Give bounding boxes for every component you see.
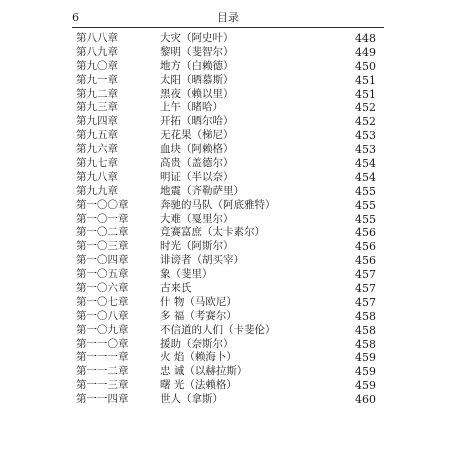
page-ref: 459 bbox=[355, 379, 376, 393]
page-ref: 456 bbox=[355, 254, 376, 268]
page-ref: 459 bbox=[355, 365, 376, 379]
chapter-number: 第九四章 bbox=[76, 115, 118, 128]
page-ref: 456 bbox=[355, 226, 376, 240]
chapter-title: 不信道的人们（卡斐伦） bbox=[160, 323, 276, 336]
page-ref: 453 bbox=[355, 143, 376, 157]
chapter-title: 什 物（马欧尼） bbox=[160, 295, 237, 308]
chapter-number: 第一〇三章 bbox=[76, 240, 129, 253]
page-ref: 458 bbox=[355, 309, 376, 323]
chapter-number: 第八九章 bbox=[76, 45, 118, 58]
chapter-number: 第一〇一章 bbox=[76, 212, 129, 225]
toc-entry bbox=[76, 171, 376, 185]
page-ref: 454 bbox=[355, 157, 376, 171]
toc-entry bbox=[76, 268, 376, 282]
chapter-title: 援助（奈斯尔） bbox=[160, 337, 234, 350]
chapter-title: 无花果（梯尼） bbox=[160, 129, 234, 142]
page-ref: 455 bbox=[355, 184, 376, 198]
chapter-title: 高贵（盖德尔） bbox=[160, 157, 234, 170]
chapter-number: 第一一三章 bbox=[76, 379, 129, 392]
toc-entry bbox=[76, 226, 376, 240]
toc-entry bbox=[76, 185, 376, 199]
chapter-number: 第九二章 bbox=[76, 87, 118, 100]
chapter-title: 上午（睹哈） bbox=[160, 101, 223, 114]
chapter-number: 第一〇四章 bbox=[76, 254, 129, 267]
chapter-title: 地震（齐勒萨里） bbox=[160, 184, 244, 197]
toc-entry bbox=[76, 282, 376, 296]
chapter-number: 第一〇六章 bbox=[76, 282, 129, 295]
toc-entry bbox=[76, 240, 376, 254]
toc-entry bbox=[76, 379, 376, 393]
toc-entry bbox=[76, 351, 376, 365]
page-ref: 451 bbox=[355, 73, 376, 87]
toc-entry bbox=[76, 143, 376, 157]
chapter-title: 大灾（阿史叶） bbox=[160, 32, 234, 44]
chapter-number: 第九一章 bbox=[76, 73, 118, 86]
chapter-number: 第九六章 bbox=[76, 143, 118, 156]
chapter-number: 第九九章 bbox=[76, 184, 118, 197]
chapter-number: 第一〇二章 bbox=[76, 226, 129, 239]
chapter-title: 诽谤者（胡买宰） bbox=[160, 254, 244, 267]
chapter-number: 第一一四章 bbox=[76, 393, 129, 406]
chapter-number: 第一〇〇章 bbox=[76, 198, 129, 211]
toc-entry bbox=[76, 32, 376, 46]
toc-entry bbox=[76, 296, 376, 310]
chapter-number: 第九八章 bbox=[76, 170, 118, 183]
chapter-number: 第九〇章 bbox=[76, 59, 118, 72]
page-ref: 459 bbox=[355, 351, 376, 365]
chapter-number: 第一一〇章 bbox=[76, 337, 129, 350]
page-ref: 448 bbox=[355, 32, 376, 45]
chapter-number: 第九七章 bbox=[76, 157, 118, 170]
toc-entry bbox=[76, 310, 376, 324]
toc-entry bbox=[76, 393, 376, 407]
toc-entry bbox=[76, 199, 376, 213]
toc-entry bbox=[76, 157, 376, 171]
page-ref: 455 bbox=[355, 198, 376, 212]
header-rule bbox=[72, 27, 384, 28]
page-ref: 460 bbox=[355, 393, 376, 407]
page-ref: 450 bbox=[355, 59, 376, 73]
running-header bbox=[72, 10, 384, 26]
running-title: 目录 bbox=[217, 11, 239, 24]
page-ref: 456 bbox=[355, 240, 376, 254]
chapter-number: 第一〇九章 bbox=[76, 323, 129, 336]
page-ref: 458 bbox=[355, 323, 376, 337]
chapter-title: 曙 光（法赖格） bbox=[160, 379, 237, 392]
chapter-number: 第八八章 bbox=[76, 32, 118, 44]
page-ref: 452 bbox=[355, 115, 376, 129]
toc-entry bbox=[76, 74, 376, 88]
page-ref: 455 bbox=[355, 212, 376, 226]
chapter-title: 象（斐里） bbox=[160, 268, 213, 281]
toc-entry bbox=[76, 115, 376, 129]
chapter-number: 第一〇五章 bbox=[76, 268, 129, 281]
toc-entry bbox=[76, 60, 376, 74]
toc-entry bbox=[76, 254, 376, 268]
chapter-title: 血块（阿赖格） bbox=[160, 143, 234, 156]
chapter-number: 第一一二章 bbox=[76, 365, 129, 378]
page-ref: 458 bbox=[355, 337, 376, 351]
chapter-title: 奔驰的马队（阿底雅特） bbox=[160, 198, 276, 211]
page-ref: 457 bbox=[355, 282, 376, 296]
page-ref: 454 bbox=[355, 170, 376, 184]
page-ref: 449 bbox=[355, 45, 376, 59]
toc-entry bbox=[76, 213, 376, 227]
toc-entry bbox=[76, 365, 376, 379]
table-of-contents bbox=[76, 32, 376, 407]
chapter-number: 第一一一章 bbox=[76, 351, 129, 364]
chapter-title: 开拓（晒尔哈） bbox=[160, 115, 234, 128]
toc-entry bbox=[76, 324, 376, 338]
chapter-title: 火 焰（赖海卜） bbox=[160, 351, 237, 364]
chapter-title: 明证（半以奈） bbox=[160, 170, 234, 183]
toc-entry bbox=[76, 88, 376, 102]
chapter-title: 竞赛富庶（太卡素尔） bbox=[160, 226, 265, 239]
chapter-title: 黎明（斐智尔） bbox=[160, 45, 234, 58]
chapter-title: 多 福（考赛尔） bbox=[160, 309, 237, 322]
page-ref: 457 bbox=[355, 295, 376, 309]
chapter-title: 忠 诚（以赫拉斯） bbox=[160, 365, 248, 378]
page-number: 6 bbox=[72, 11, 79, 24]
chapter-number: 第九三章 bbox=[76, 101, 118, 114]
chapter-number: 第一〇七章 bbox=[76, 295, 129, 308]
chapter-title: 古来氏 bbox=[160, 282, 192, 295]
chapter-title: 世人（拿斯） bbox=[160, 393, 223, 406]
chapter-title: 时光（阿斯尔） bbox=[160, 240, 234, 253]
toc-entry bbox=[76, 101, 376, 115]
page-ref: 451 bbox=[355, 87, 376, 101]
toc-entry bbox=[76, 46, 376, 60]
page-ref: 452 bbox=[355, 101, 376, 115]
chapter-title: 黑夜（赖以里） bbox=[160, 87, 234, 100]
toc-entry bbox=[76, 129, 376, 143]
chapter-title: 太阳（晒慕斯） bbox=[160, 73, 234, 86]
toc-entry bbox=[76, 338, 376, 352]
chapter-number: 第一〇八章 bbox=[76, 309, 129, 322]
chapter-number: 第九五章 bbox=[76, 129, 118, 142]
chapter-title: 地方（白赖德） bbox=[160, 59, 234, 72]
chapter-title: 大难（戛里尔） bbox=[160, 212, 234, 225]
page-ref: 453 bbox=[355, 129, 376, 143]
page-ref: 457 bbox=[355, 268, 376, 282]
